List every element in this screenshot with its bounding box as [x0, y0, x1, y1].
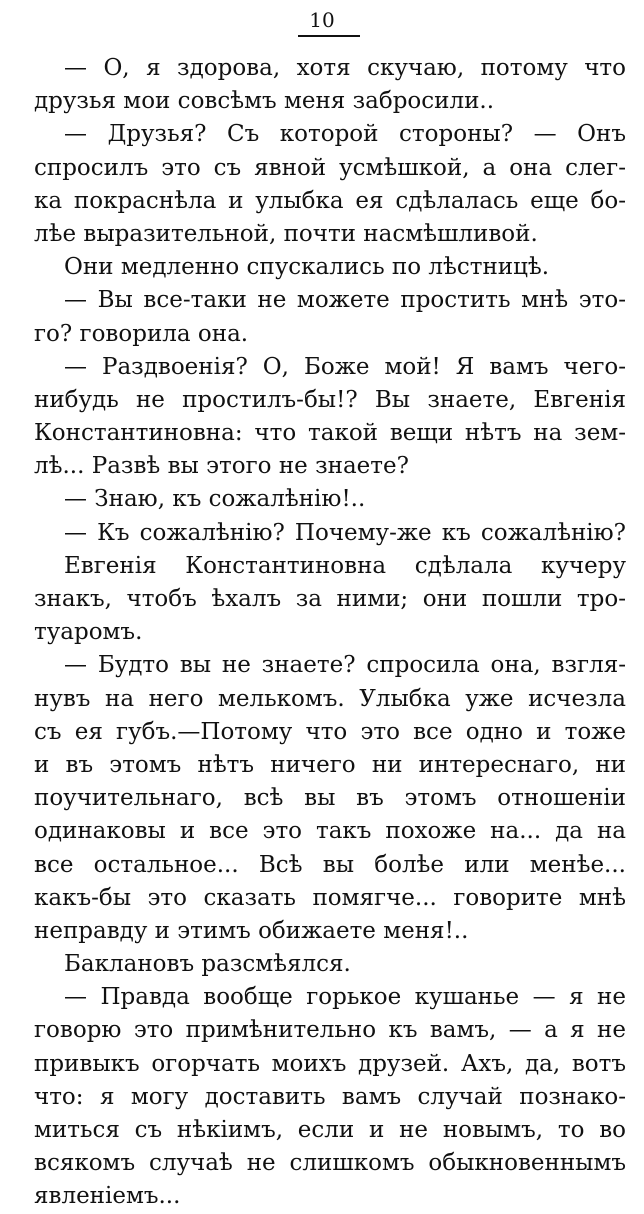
text-line: знакъ, чтобъ ѣхалъ за ними; они пошли тро-: [34, 586, 626, 612]
text-line: го? говорила она.: [34, 320, 249, 347]
text-line: и въ этомъ нѣтъ ничего ни интереснаго, ни: [34, 751, 626, 778]
text-line: лѣе выразительной, почти насмѣшливой.: [34, 220, 538, 247]
text-line: спросилъ это съ явной усмѣшкой, а она слег-: [34, 154, 626, 181]
text-line: Они медленно спускались по лѣстницѣ.: [64, 254, 550, 281]
text-line: говорю это примѣнительно къ вамъ, — а я не: [34, 1017, 626, 1044]
text-line: — Къ сожалѣнію? Почему-же къ сожалѣнію?: [64, 519, 626, 546]
text-line: какъ-бы это сказать помягче... говорите мнѣ: [34, 884, 626, 911]
text-line: — О, я здорова, хотя скучаю, потому что: [64, 55, 626, 81]
text-body: [34, 52, 626, 1214]
page-number-rule: [298, 35, 360, 37]
text-line: что: я могу доставить вамъ случай познако-: [34, 1083, 626, 1110]
text-line: миться съ нѣкіимъ, если и не новымъ, то во: [34, 1117, 626, 1143]
text-line: неправду и этимъ обижаете меня!..: [34, 917, 469, 944]
text-line: все остальное... Всѣ вы болѣе или менѣе...: [34, 851, 626, 878]
text-line: одинаковы и все это такъ похоже на... да на: [34, 818, 626, 845]
text-line: Константиновна: что такой вещи нѣтъ на зем-: [34, 420, 626, 447]
page-number: 10: [309, 8, 335, 32]
text-line: — Раздвоенія? О, Боже мой! Я вамъ чего-: [64, 353, 626, 380]
text-line: нибудь не простилъ-бы!? Вы знаете, Евгенія: [34, 386, 626, 413]
text-line: — Правда вообще горькое кушанье — я не: [64, 984, 626, 1011]
text-line: — Вы все-таки не можете простить мнѣ это-: [64, 287, 626, 314]
text-line: ка покраснѣла и улыбка ея сдѣлалась еще бо-: [34, 187, 626, 214]
text-line: — Друзья? Съ которой стороны? — Онъ: [64, 121, 626, 148]
text-line: туаромъ.: [34, 619, 143, 646]
text-line: Баклановъ разсмѣялся.: [64, 951, 351, 978]
text-line: явленіемъ...: [34, 1183, 181, 1210]
text-line: — Будто вы не знаете? спросила она, взгля-: [64, 652, 626, 679]
text-line: друзья мои совсѣмъ меня забросили..: [34, 88, 495, 115]
text-line: поучительнаго, всѣ вы въ этомъ отношеніи: [34, 785, 626, 812]
text-line: — Знаю, къ сожалѣнію!..: [64, 486, 366, 513]
text-line: съ ея губъ.—Потому что это все одно и тоже: [34, 718, 626, 745]
text-line: Евгенія Константиновна сдѣлала кучеру: [64, 552, 626, 579]
text-line: лѣ... Развѣ вы этого не знаете?: [34, 453, 409, 480]
text-line: всякомъ случаѣ не слишкомъ обыкновеннымъ: [34, 1150, 626, 1177]
text-line: нувъ на него мелькомъ. Улыбка уже исчезла: [34, 685, 626, 712]
text-line: привыкъ огорчать моихъ друзей. Ахъ, да, вотъ: [34, 1050, 626, 1077]
